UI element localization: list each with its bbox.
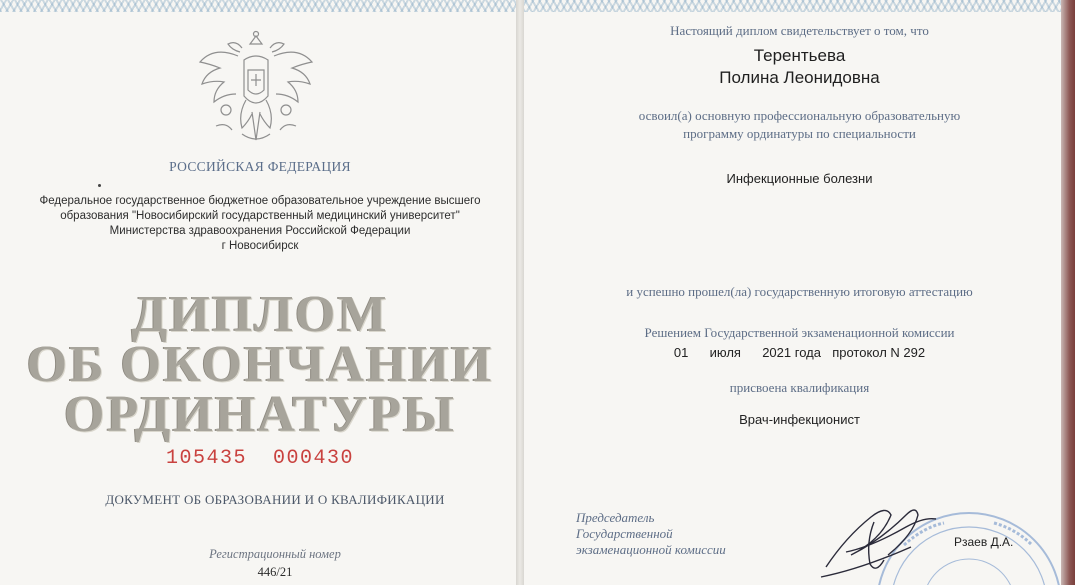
serial-id: 000430 [273,447,355,470]
graduate-surname: Терентьева [753,46,846,65]
chairman-title-line: экзаменационной комиссии [576,542,726,557]
qualification-label: присвоена квалификация [729,380,870,395]
diploma-title [10,286,510,443]
cover-edge [1061,0,1075,585]
specialty-value: Инфекционные болезни [726,171,873,186]
coat-of-arms-emblem [196,30,316,158]
country-name: РОССИЙСКАЯ ФЕДЕРАЦИЯ [169,159,351,174]
date-day: 01 [673,345,689,360]
chairman-name: Рзаев Д.А. [954,535,1014,549]
diploma-cover-page [0,0,520,585]
institution-block [30,194,490,254]
title-line: ОРДИНАТУРЫ [64,386,456,443]
graduate-given-names: Полина Леонидовна [719,68,880,87]
registration-label: Регистрационный номер [209,547,341,561]
title-line: ОБ ОКОНЧАНИИ [26,336,494,393]
date-year: 2021 года [762,345,821,360]
date-month: июля [709,345,741,360]
serial-series: 105435 [165,447,247,470]
commission-decision-text: Решением Государственной экзаменационной комиссии [644,325,955,340]
qualification-value: Врач-инфекционист [739,412,860,427]
institution-line: образования "Новосибирский государственный медицинский университет" [60,210,460,222]
chairman-title-line: Председатель [576,510,655,525]
intro-text: Настоящий диплом свидетельствует о том, что [670,23,929,38]
attestation-text: и успешно прошел(ла) государственную итоговую аттестацию [626,284,973,299]
mastered-text-line: освоил(а) основную профессиональную образовательную [638,108,961,123]
institution-line: Министерства здравоохранения Российской Федерации [109,225,411,237]
decorative-border-top [524,0,1075,12]
decorative-border-top [0,0,520,12]
chairman-signature [816,492,956,582]
document-type: ДОКУМЕНТ ОБ ОБРАЗОВАНИИ И О КВАЛИФИКАЦИИ [105,492,445,507]
serial-number [0,447,520,470]
institution-line: Федеральное государственное бюджетное образовательное учреждение высшего [39,195,481,207]
institution-city: г Новосибирск [221,240,299,252]
diploma-content-page [524,0,1075,585]
decision-date-line [524,345,1075,360]
protocol-number: протокол N 292 [832,345,926,360]
chairman-title [576,510,816,558]
title-line: ДИПЛОМ [131,286,389,343]
registration-number: 446/21 [257,565,293,579]
chairman-title-line: Государственной [576,526,673,541]
mastered-text-line: программу ординатуры по специальности [683,126,916,141]
ink-speck [98,184,101,187]
